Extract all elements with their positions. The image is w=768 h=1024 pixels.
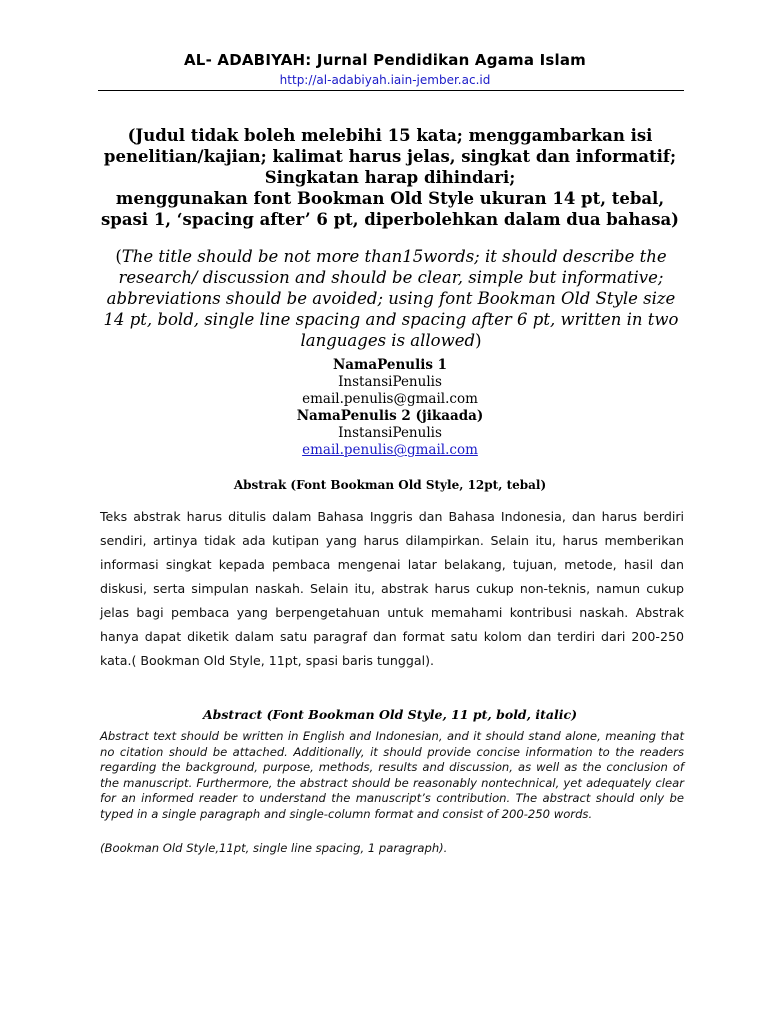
article-title-indonesian — [90, 125, 690, 230]
author-name: NamaPenulis 2 (jikaada) — [296, 408, 484, 424]
journal-title: AL- ADABIYAH: Jurnal Pendidikan Agama Islam — [184, 51, 586, 69]
author-institution: InstansiPenulis — [338, 374, 442, 390]
title-line: Singkatan harap dihindari; — [264, 168, 516, 187]
close-paren: ) — [475, 331, 482, 350]
article-title-english — [96, 246, 686, 351]
header-divider — [98, 90, 684, 91]
title-line: (Judul tidak boleh melebihi 15 kata; menggambarkan isi — [127, 126, 653, 145]
title-line: spasi 1, ‘spacing after’ 6 pt, diperbolehkan dalam dua bahasa) — [101, 210, 679, 229]
author-email-link[interactable]: email.penulis@gmail.com — [302, 442, 478, 458]
abstrak-paragraph: Teks abstrak harus ditulis dalam Bahasa Inggris dan Bahasa Indonesia, dan harus berdiri sendiri, artinya tidak ada kutipan yang harus dilampirkan. Selain itu, harus memberikan informasi singkat kepada pembaca mengenai latar belakang, tujuan, metode, hasil dan diskusi, serta simpulan naskah. Selain itu, abstrak harus cukup non-teknis, namun cukup jelas bagi pembaca yang berpengetahuan untuk memahami kontribusi naskah. Abstrak hanya dapat diketik dalam satu paragraf dan format satu kolom dan terdiri dari 200-250 kata.( Bookman Old Style, 11pt, spasi baris tunggal). — [100, 509, 684, 668]
abstract-format-note: (Bookman Old Style,11pt, single line spacing, 1 paragraph). — [100, 841, 448, 855]
author-block — [190, 357, 590, 459]
abstract-paragraph: Abstract text should be written in English and Indonesian, and it should stand alone, meaning that no citation should be attached. Additionally, it should provide concise information to the readers regarding the background, purpose, methods, results and discussion, as well as the conclusion of the manuscript. Furthermore, the abstract should be reasonably nontechnical, yet adequately clear for an informed reader to understand the manuscript’s contribution. The abstract should only be typed in a single paragraph and single-column format and consist of 200-250 words. — [100, 729, 684, 821]
open-paren: ( — [115, 247, 122, 266]
abstract-heading: Abstract (Font Bookman Old Style, 11 pt, bold, italic) — [202, 707, 578, 722]
abstrak-heading: Abstrak (Font Bookman Old Style, 12pt, tebal) — [233, 478, 547, 492]
author-name: NamaPenulis 1 — [332, 357, 448, 373]
author-email: email.penulis@gmail.com — [302, 391, 478, 407]
title-english-text: The title should be not more than15words; it should describe the research/ discussion and should be clear, simple but informative; abbreviations should be avoided; using font Bookman Old Style size 14 pt, bold, single line spacing and spacing after 6 pt, written in two languages is allowed — [103, 247, 679, 350]
journal-url-link[interactable]: http://al-adabiyah.iain-jember.ac.id — [279, 73, 491, 87]
title-line: menggunakan font Bookman Old Style ukuran 14 pt, tebal, — [115, 189, 665, 208]
author-institution: InstansiPenulis — [338, 425, 442, 441]
title-line: penelitian/kajian; kalimat harus jelas, singkat dan informatif; — [103, 147, 677, 166]
